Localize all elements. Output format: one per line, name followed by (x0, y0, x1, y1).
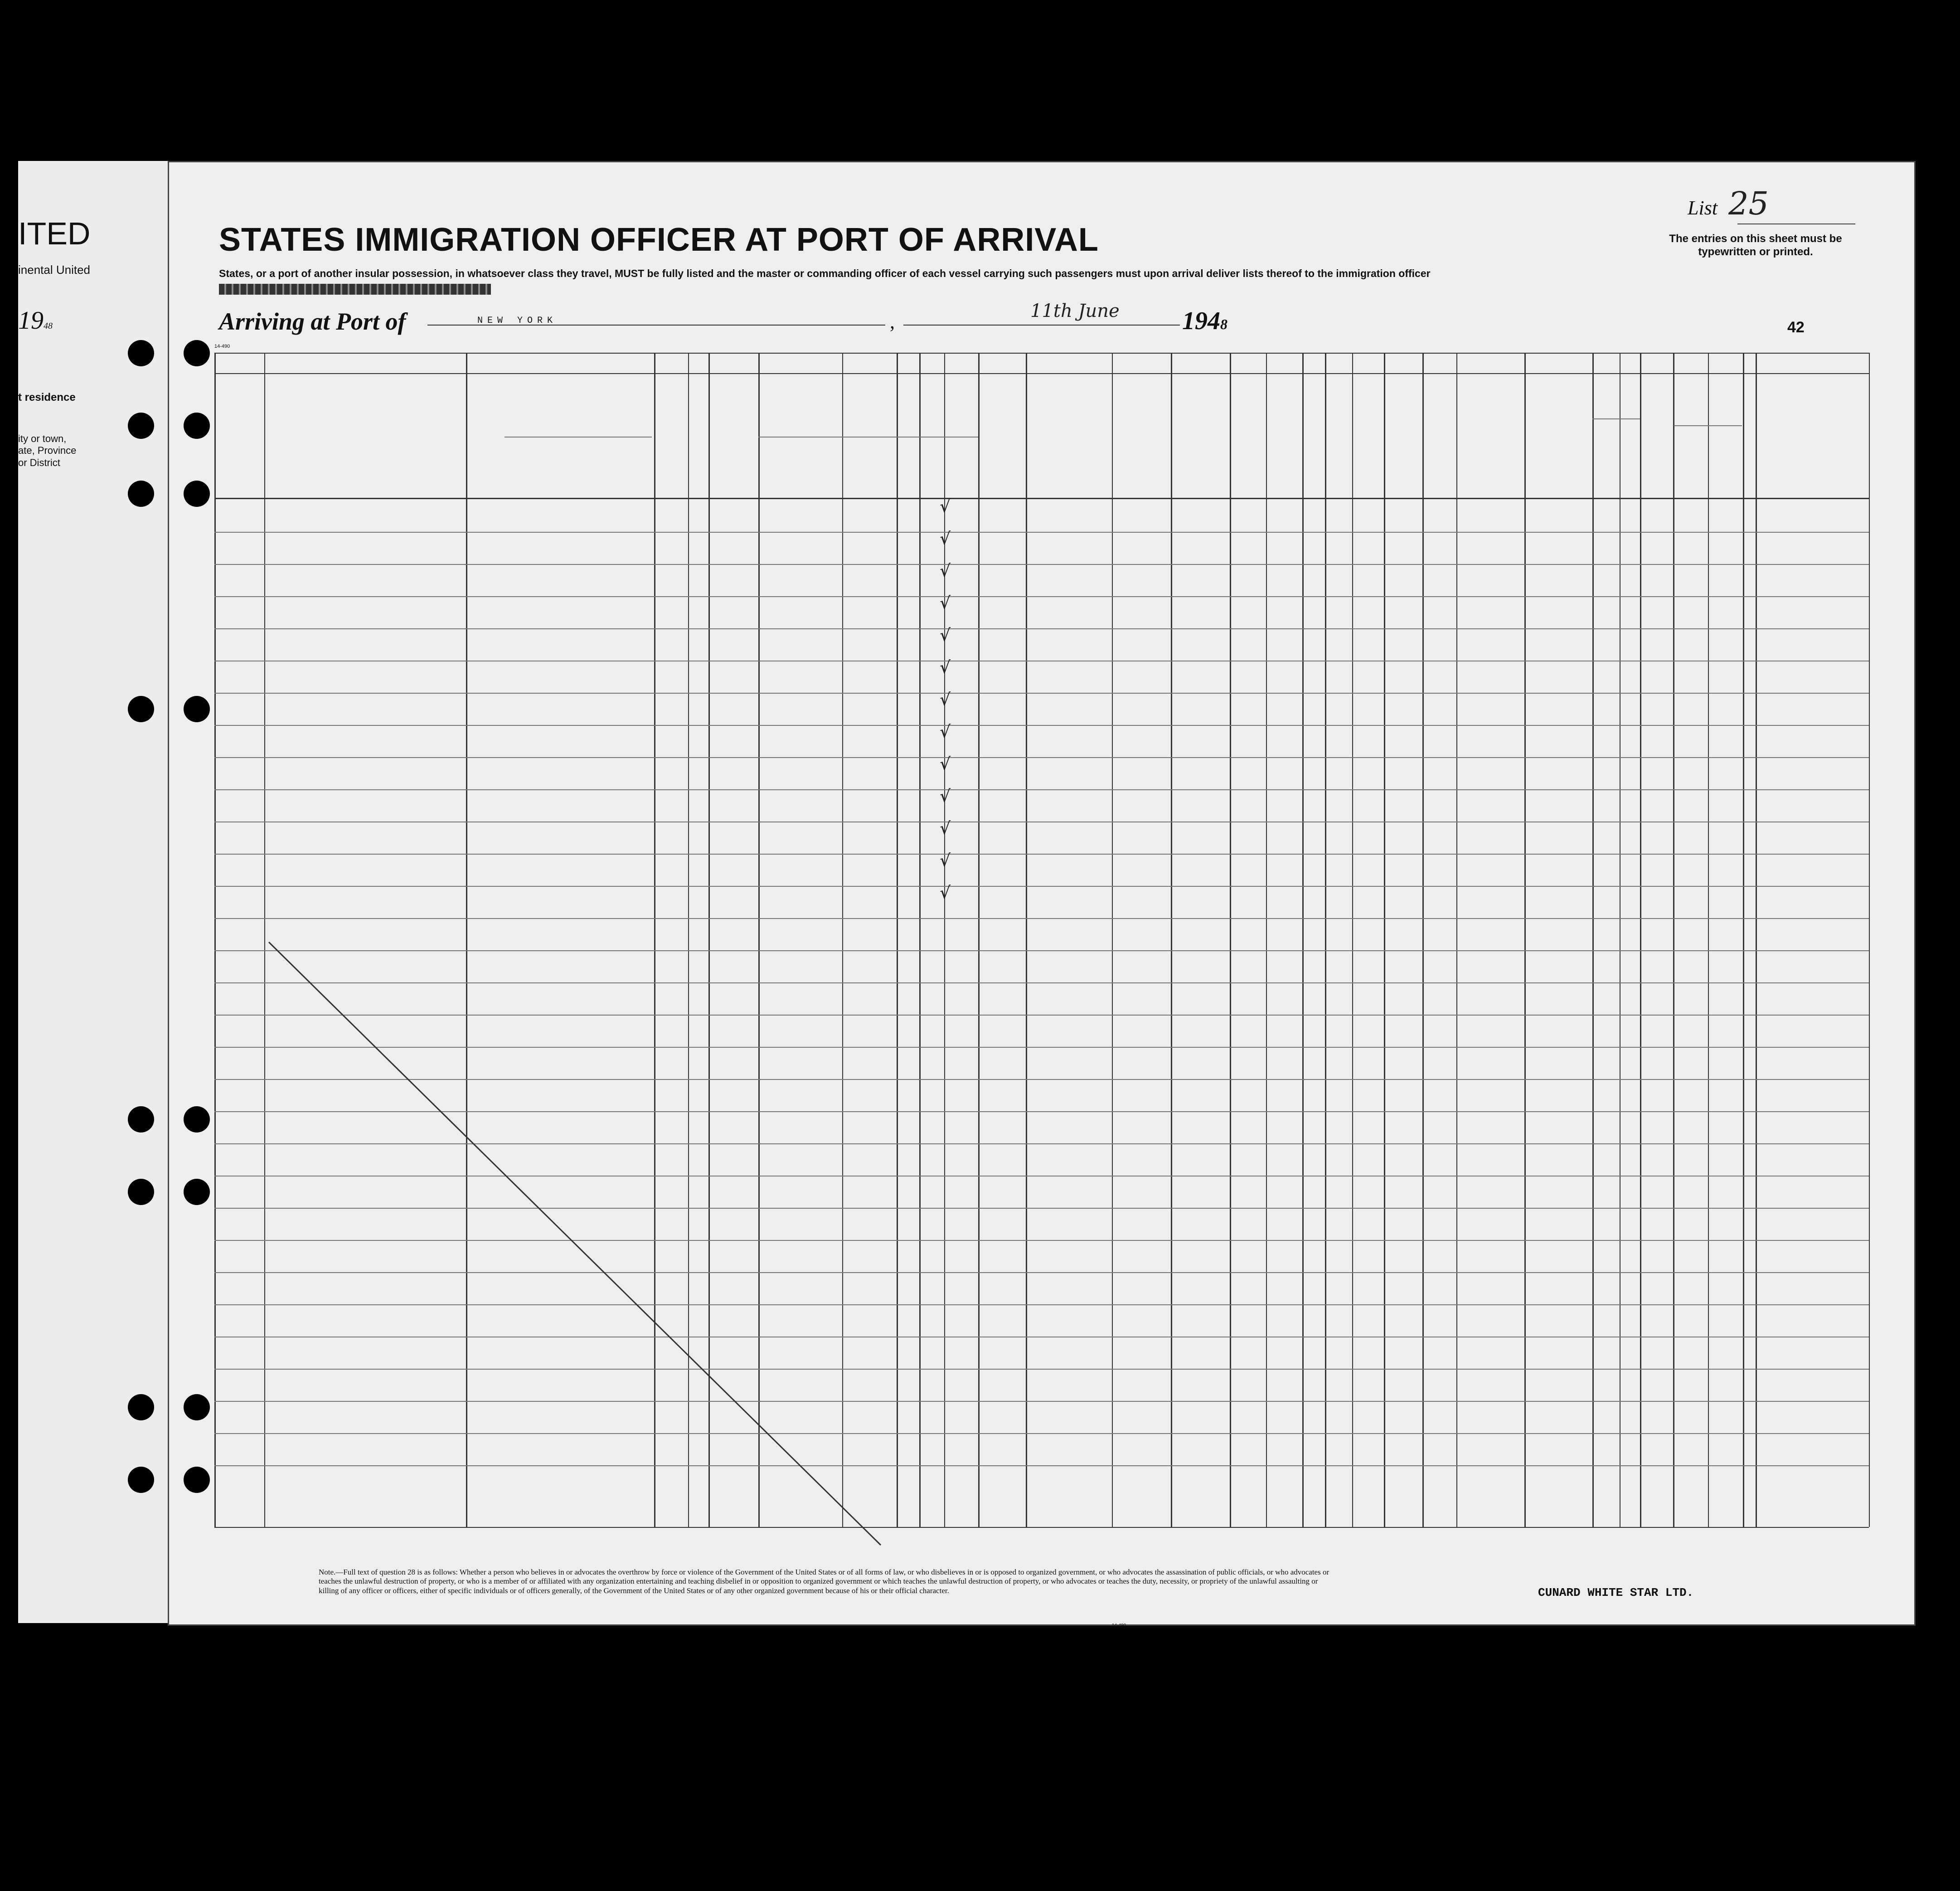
punch-hole (128, 481, 154, 507)
left-subtitle-fragment: inental United (18, 263, 90, 277)
company-stamp: CUNARD WHITE STAR LTD. (1538, 1586, 1694, 1599)
check-mark: √ (940, 754, 951, 774)
left-col-desc: ity or town, ate, Province or District (18, 433, 77, 468)
punch-hole (128, 1467, 154, 1493)
page-subtitle: States, or a port of another insular possession, in whatsoever class they travel, MUST be fully listed and the master or commanding officer of each vessel carrying such passengers must upon arrival deliver lists thereof to the immigration officer (219, 267, 1431, 279)
year-value: 1948 (1182, 307, 1227, 335)
punch-hole (128, 1394, 154, 1420)
check-mark: √ (940, 883, 951, 903)
check-mark: √ (940, 690, 951, 710)
comma-sep: , (890, 311, 895, 333)
punch-hole (128, 1106, 154, 1133)
footnote: Note.—Full text of question 28 is as follows: Whether a person who believes in or advocates the overthrow by force or violence of the Government of the United States or of all forms of law, or who disbelieves in or is opposed to organized government, or who advocates the assassination of public officials, or who advocates or teaches the unlawful destruction of property, or who is a member of or affiliated with any organization entertaining and teaching disbelief in or opposition to organized government or which teaches the unlawful destruction of property, or who advocates or teaches the duty, necessity, or propriety of the unlawful assaulting or killing of any officer or officers, either of specific individuals or of officers generally, of the Government of the United States or of any other organized government because of his or their official character. (319, 1568, 1329, 1595)
punch-hole (184, 1179, 210, 1205)
left-heading: t residence (18, 391, 76, 403)
check-mark: √ (940, 561, 951, 581)
punch-hole (184, 1394, 210, 1420)
arriving-label: Arriving at Port of (219, 308, 406, 335)
typewritten-note: The entries on this sheet must be typewritten or printed. (1669, 233, 1842, 258)
check-mark: √ (940, 786, 951, 806)
list-number: 25 (1728, 185, 1769, 222)
check-mark: √ (940, 625, 951, 645)
port-value: NEW YORK (477, 316, 558, 326)
form-number-top: 14-490 (214, 344, 230, 349)
list-label: List (1688, 197, 1718, 219)
check-mark: √ (940, 657, 951, 677)
check-mark: √ (940, 529, 951, 549)
punch-hole (128, 413, 154, 439)
punch-hole (184, 1106, 210, 1133)
date-value: 11th June (1030, 301, 1120, 321)
manifest-sheet (168, 161, 1916, 1626)
left-year: 1948 (18, 306, 53, 335)
check-mark: √ (940, 851, 951, 870)
punch-hole (184, 696, 210, 722)
punch-hole (128, 1179, 154, 1205)
page-title: STATES IMMIGRATION OFFICER AT PORT OF ARRIVAL (219, 222, 1099, 258)
punch-hole (184, 413, 210, 439)
punch-hole (128, 340, 154, 366)
left-title-fragment: ITED (18, 216, 91, 251)
page-number: 42 (1787, 319, 1805, 336)
punch-hole (184, 1467, 210, 1493)
form-number-bottom: 14-490 (1112, 1623, 1126, 1628)
punch-hole (184, 340, 210, 366)
check-mark: √ (940, 496, 951, 516)
check-mark: √ (940, 722, 951, 742)
punch-hole (128, 696, 154, 722)
punch-hole (184, 481, 210, 507)
check-mark: √ (940, 593, 951, 613)
cancel-diagonal (169, 162, 1914, 1624)
check-mark: √ (940, 818, 951, 838)
